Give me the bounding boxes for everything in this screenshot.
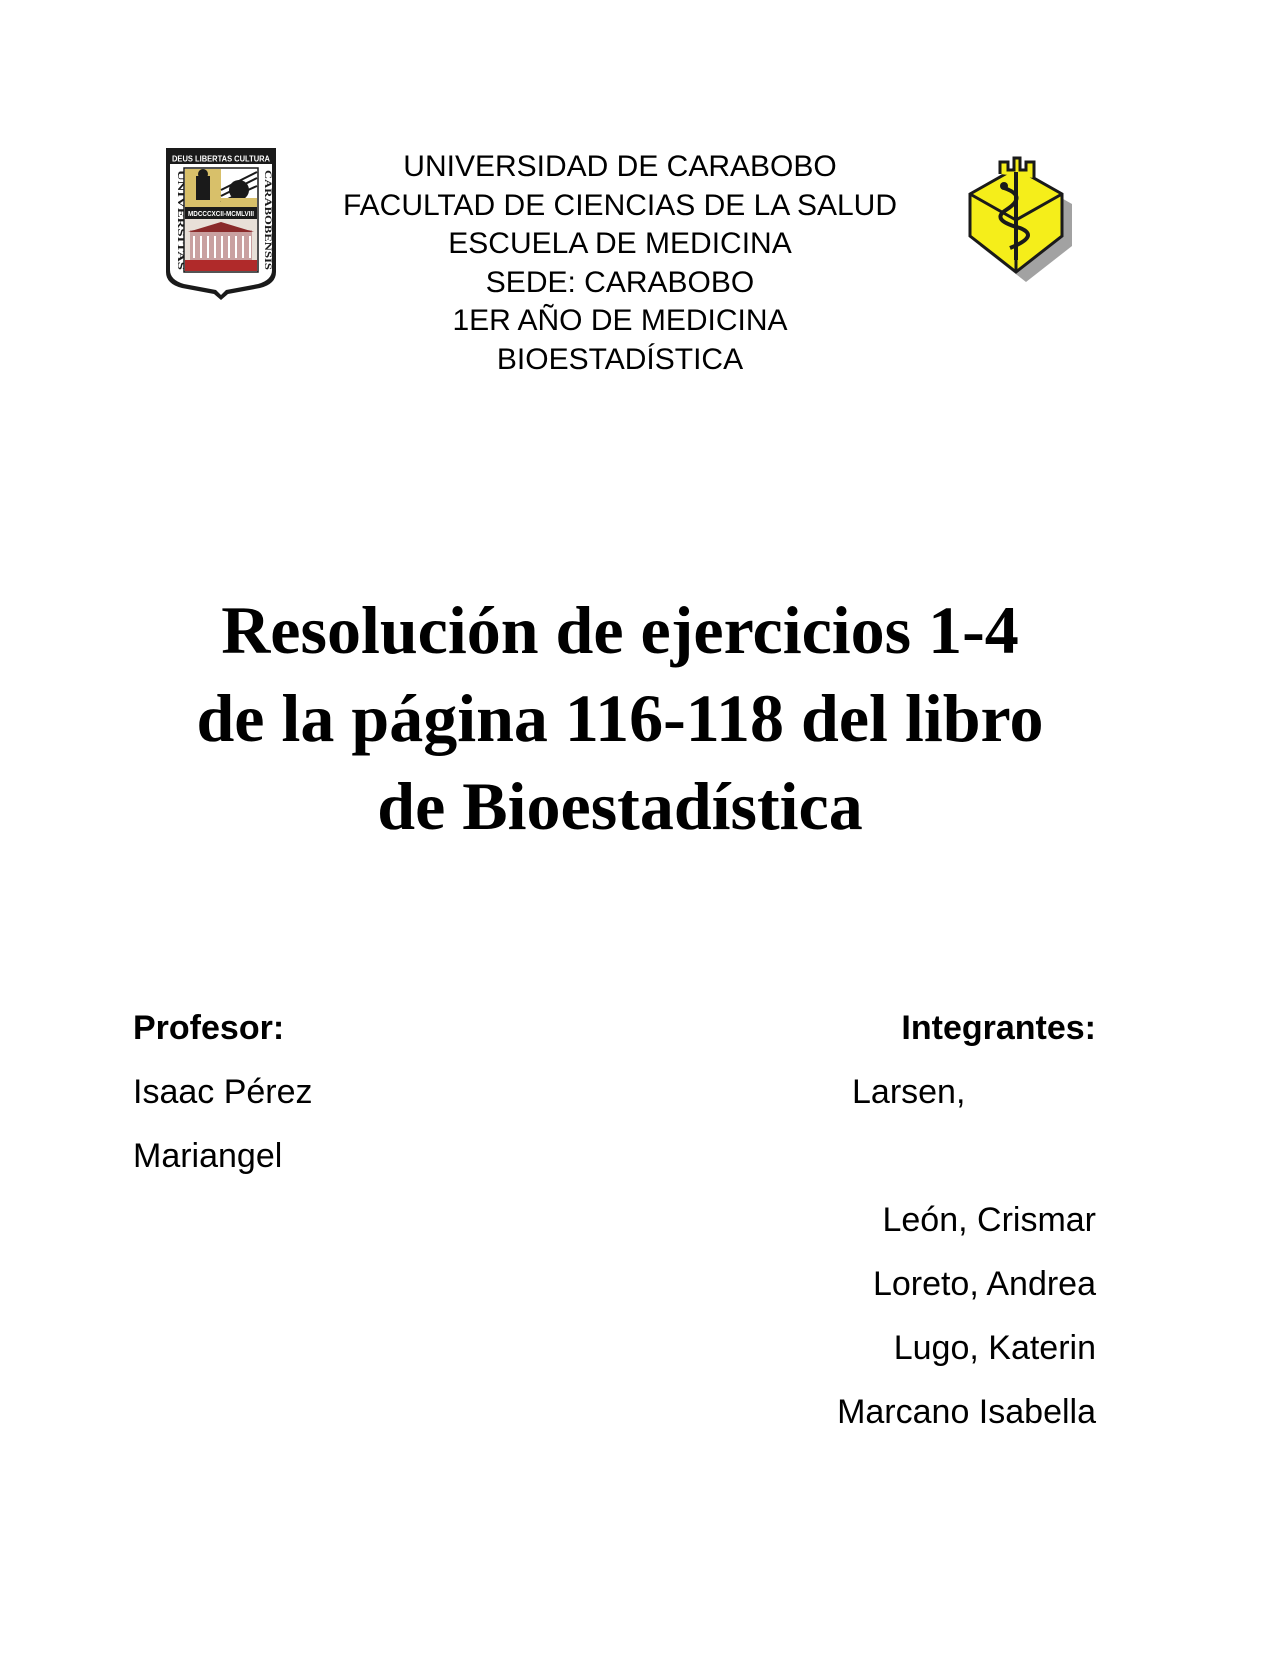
title-line-3: de Bioestadística: [377, 768, 863, 844]
university-seal: [164, 146, 278, 300]
header-subject: BIOESTADÍSTICA: [496, 342, 744, 376]
header-campus: SEDE: CARABOBO: [485, 265, 755, 299]
professor-name-line-2: Mariangel: [133, 1137, 283, 1175]
member-name: Larsen,: [852, 1073, 966, 1111]
header-year: 1ER AÑO DE MEDICINA: [452, 304, 788, 337]
professor-label: Profesor:: [133, 1009, 285, 1047]
seal-right-text: CARABOBENSIS: [263, 170, 273, 242]
seal-left-text: UNIVERSITAS: [176, 170, 186, 231]
header-school: ESCUELA DE MEDICINA: [448, 227, 792, 260]
document-title: [100, 586, 1140, 850]
seal-motto: DEUS LIBERTAS CULTURA: [172, 153, 270, 164]
professor-name-line-1: Isaac Pérez: [133, 1073, 313, 1111]
institution-header: [300, 148, 940, 379]
header-faculty: FACULTAD DE CIENCIAS DE LA SALUD: [342, 188, 898, 222]
member-name: León, Crismar: [882, 1201, 1096, 1239]
seal-year: MDCCCXCII-MCMLVIII: [188, 211, 255, 218]
title-line-1: Resolución de ejercicios 1-4: [221, 592, 1019, 668]
header-university: UNIVERSIDAD DE CARABOBO: [403, 150, 837, 183]
title-line-2: de la página 116-118 del libro: [196, 680, 1044, 756]
member-name: Marcano Isabella: [837, 1393, 1096, 1431]
member-name: Loreto, Andrea: [872, 1265, 1096, 1303]
member-name: Lugo, Katerin: [893, 1329, 1096, 1367]
members-label: Integrantes:: [901, 1009, 1096, 1047]
faculty-emblem: [960, 152, 1100, 292]
